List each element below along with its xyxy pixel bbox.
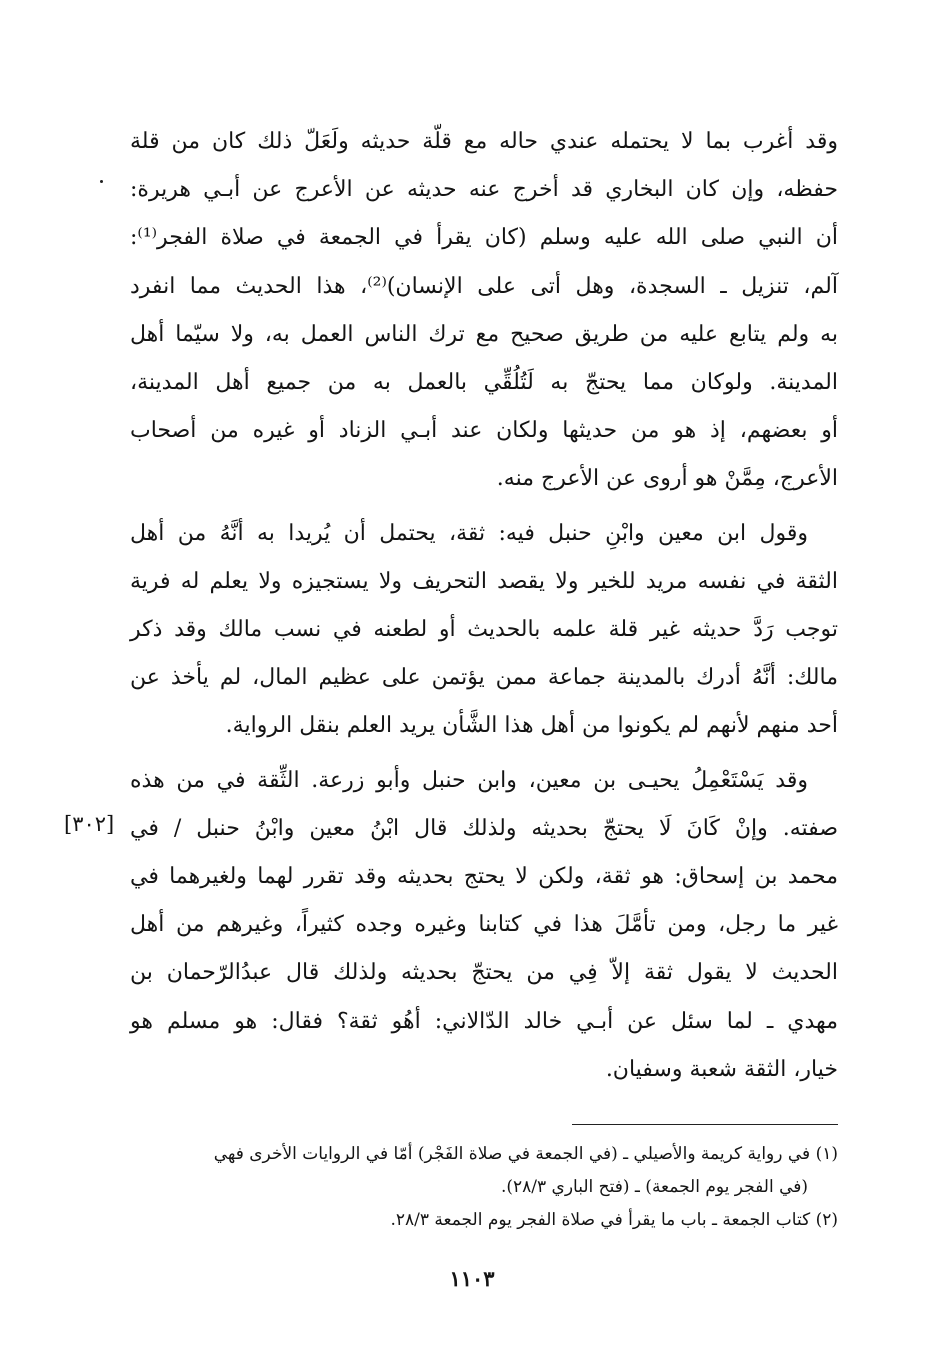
text-line: مهدي ـ لما سئل عن أبـي خالد الدّالاني: أهُو ثقة؟ فقال: هو مسلم هو [130,1008,838,1034]
text-line: خيار، الثقة شعبة وسفيان. [605,1056,838,1082]
text-line: أو بعضهم، إذ هو من حديثها ولكان عند أبـي الزناد أو غيره من أصحاب [130,418,838,444]
footnote [130,1138,838,1204]
text-line: الثقة في نفسه مريد للخير ولا يقصد التحريف ولا يستجيزه ولا يعلم له فرية [130,568,838,594]
footnote-line: (في الفجر يوم الجمعة) ـ (فتح الباري ٢٨/٣). [500,1177,808,1197]
text-line: وقد أغرب بما لا يحتمله عندي حاله مع قلّة حديثه ولَعَلّ ذلك كان من قلة [130,129,838,154]
main-text [130,118,838,1094]
text-line: حفظه، وإن كان البخاري قد أخرج عنه حديثه عن الأعرج عن أبـي هريرة: [130,177,838,203]
footnotes [130,1138,838,1237]
text-line: آلم، تنزيل ـ السجدة، وهل أتى على الإنسان)⁽²⁾، هذا الحديث مما انفرد [130,273,838,299]
text-line: توجب رَدَّ حديثه غير قلة علمه بالحديث أو لطعنه في نسب مالك وقد ذكر [130,617,838,643]
text-line: الأعرج، مِمَّنْ هو أروى عن الأعرج منه. [496,466,838,492]
paragraph [130,757,838,1094]
footnote-line: (١) في رواية كريمة والأصيلي ـ (في الجمعة في صلاة الفَجْر) أمّا في الروايات الأخرى فهي [213,1144,838,1164]
page-number: ١١٠٣ [449,1266,495,1291]
footnote [130,1204,838,1237]
text-line: الحديث لا يقول ثقة إلاّ فِي من يحتجّ بحديثه ولذلك قال عبدُالرّحمان بن [130,960,838,986]
text-line: محمد بن إسحاق: هو ثقة، ولكن لا يحتج بحديثه وقد تقرر لهما ولغيرهما في [130,864,838,890]
paragraph [130,510,838,751]
text-line: صفته. وإنْ كَانَ لَا يحتجّ بحديثه ولذلك قال ابْنُ معين وابْنُ حنبل / في [130,815,838,841]
text-line: وقد يَسْتَعْمِلُ يحيـى بن معين، وابن حنبل وأبو زرعة. الثِّقة في من هذه [130,767,808,793]
text-line: مالك: أنَّهُ أدرك بالمدينة جماعة ممن يؤتمن على عظيم المال، لم يأخذ عن [130,665,838,691]
margin-page-reference: [٣٠٢] [64,812,115,836]
footnote-line: (٢) كتاب الجمعة ـ باب ما يقرأ في صلاة الفجر يوم الجمعة ٢٨/٣. [390,1210,838,1230]
text-line: به ولم يتابع عليه من طريق صحيح مع ترك الناس العمل به، ولا سيّما أهل [130,321,838,347]
margin-mark [100,180,103,183]
text-line: أن النبي صلى الله عليه وسلم (كان يقرأ في الجمعة في صلاة الفجر⁽¹⁾: [130,225,838,251]
text-line: غير ما رجل، ومن تأمَّلَ هذا في كتابنا وغيره وجده كثيراً، وغيرهم من أهل [130,912,838,938]
text-line: المدينة. ولوكان مما يحتجّ به لَتُلُقِّي بالعمل به من جميع أهل المدينة، [130,370,838,396]
text-line: وقول ابن معين وابْنِ حنبل فيه: ثقة، يحتمل أن يُريدا به أنَّهُ من أهل [130,520,808,546]
footnote-divider [572,1124,838,1125]
paragraph [130,118,838,504]
text-line: أحد منهم لأنهم لم يكونوا من أهل هذا الشَّأن يريد العلم بنقل الرواية. [225,713,838,739]
